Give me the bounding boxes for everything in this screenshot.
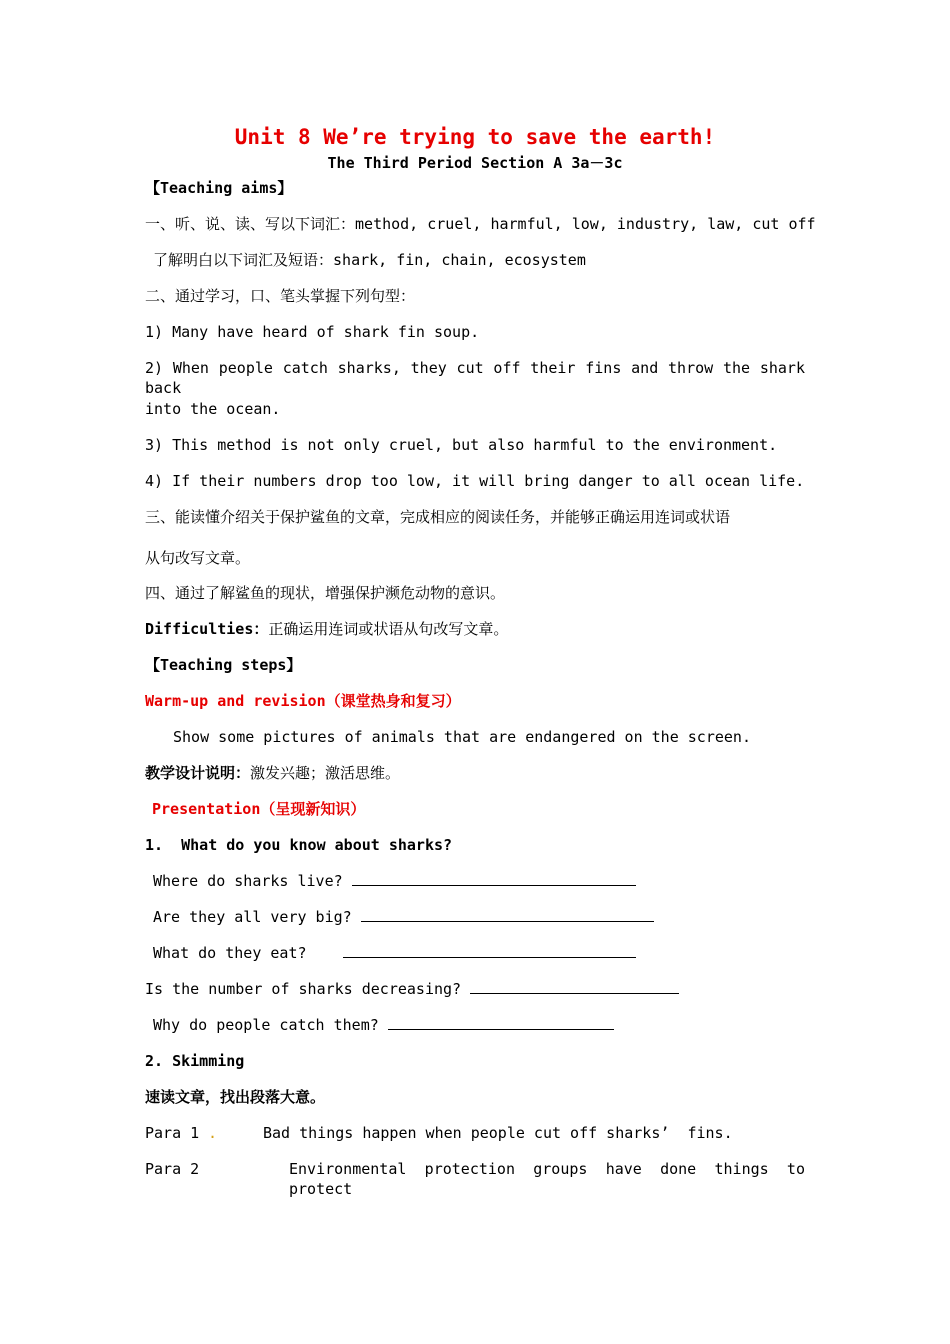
sentence-4: 4) If their numbers drop too low, it will bring danger to all ocean life. <box>145 472 805 490</box>
questions-heading: 1. What do you know about sharks? <box>145 836 453 854</box>
aim-3: 三、能读懂介绍关于保护鲨鱼的文章，完成相应的阅读任务，并能够正确运用连词或状语 <box>145 508 731 526</box>
question-text: Is the number of sharks decreasing? <box>145 980 462 998</box>
skimming-heading: 2. Skimming <box>145 1052 245 1070</box>
aim-1b: 了解明白以下词汇及短语：shark, fin, chain, ecosystem <box>153 251 586 269</box>
question-text: Are they all very big? <box>153 908 352 926</box>
sentence-2-continued: into the ocean. <box>145 400 281 418</box>
warmup-heading: Warm-up and revision（课堂热身和复习） <box>145 692 461 710</box>
para-1-label: Para 1 <box>145 1124 200 1142</box>
question-row <box>153 871 636 891</box>
aim-3-continued: 从句改写文章。 <box>145 549 251 567</box>
aim-4: 四、通过了解鲨鱼的现状，增强保护濒危动物的意识。 <box>145 584 506 602</box>
para-2-label: Para 2 <box>145 1160 200 1178</box>
question-text: Why do people catch them? <box>153 1016 379 1034</box>
teaching-steps-heading: 【Teaching steps】 <box>145 656 302 674</box>
sentence-1: 1) Many have heard of shark fin soup. <box>145 323 480 341</box>
question-row <box>153 1015 614 1035</box>
para-2-text: Environmental protection groups have done things to protect <box>289 1160 805 1198</box>
sentence-2: 2) When people catch sharks, they cut off their fins and throw the shark back <box>145 359 805 397</box>
question-row <box>153 907 654 927</box>
question-row <box>145 979 679 999</box>
question-text: What do they eat? <box>153 944 307 962</box>
difficulties-text: 正确运用连词或状语从句改写文章。 <box>268 620 509 638</box>
difficulties-label: Difficulties： <box>145 620 269 638</box>
answer-blank[interactable] <box>388 1015 614 1030</box>
document-title: Unit 8 We’re trying to save the earth! <box>234 125 716 149</box>
skimming-instruction: 速读文章，找出段落大意。 <box>145 1088 326 1106</box>
warmup-text: Show some pictures of animals that are endangered on the screen. <box>173 728 751 746</box>
design-note-label: 教学设计说明： <box>145 764 251 782</box>
teaching-aims-heading: 【Teaching aims】 <box>145 179 293 197</box>
answer-blank[interactable] <box>343 943 636 958</box>
difficulties <box>145 619 508 639</box>
para-1-text: Bad things happen when people cut off sharks’ fins. <box>263 1124 733 1142</box>
sentence-3: 3) This method is not only cruel, but also harmful to the environment. <box>145 436 778 454</box>
question-row <box>153 943 636 963</box>
answer-blank[interactable] <box>361 907 654 922</box>
answer-blank[interactable] <box>352 871 636 886</box>
document-subtitle: The Third Period Section A 3a－3c <box>327 154 623 172</box>
question-text: Where do sharks live? <box>153 872 343 890</box>
presentation-heading: Presentation（呈现新知识） <box>152 800 366 818</box>
aim-2: 二、通过学习，口、笔头掌握下列句型： <box>145 287 416 305</box>
bullet-dot-icon: . <box>208 1124 218 1142</box>
design-note <box>145 763 400 783</box>
answer-blank[interactable] <box>470 979 679 994</box>
design-note-text: 激发兴趣；激活思维。 <box>250 764 401 782</box>
aim-1: 一、听、说、读、写以下词汇：method, cruel, harmful, low, industry, law, cut off <box>145 215 816 233</box>
